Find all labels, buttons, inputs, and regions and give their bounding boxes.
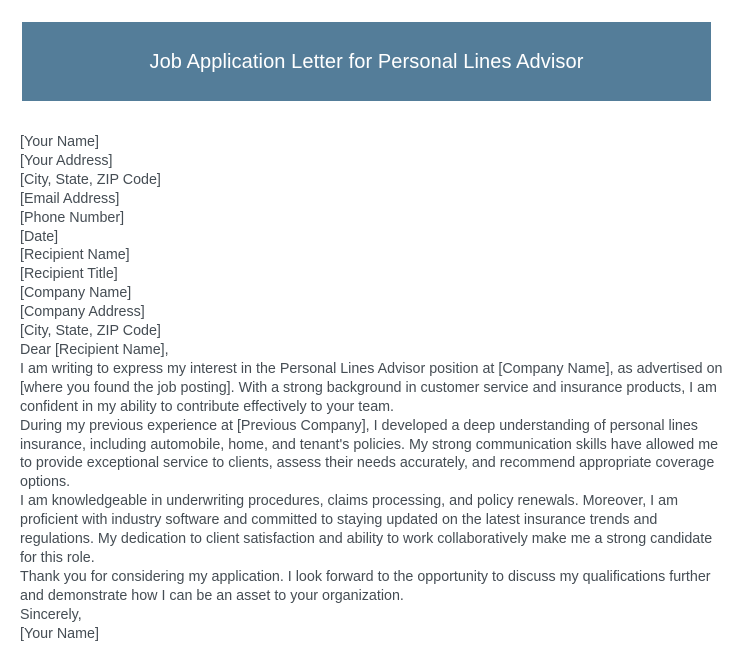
address-line: [Your Address] [20,152,113,169]
body-paragraph: I am knowledgeable in underwriting procedures, claims processing, and policy renewals. Moreover, I am proficient with industry software and committed to staying updated on the latest insurance trends and regulations. My dedication to client satisfaction and ability to work collaboratively make me a strong candidate for this role. [20,493,713,566]
body-paragraph: During my previous experience at [Previous Company], I developed a deep understanding of personal lines insurance, including automobile, home, and tenant's policies. My strong communication skills have allowed me to provide exceptional service to clients, assess their needs accurately, and recommend appropriate coverage options. [20,417,719,491]
letter-body [20,133,723,643]
sender-recipient-address-block [20,133,723,341]
address-line: [City, State, ZIP Code] [20,323,161,340]
signature-line: [Your Name] [20,625,99,642]
body-paragraph: I am writing to express my interest in the Personal Lines Advisor position at [Company Name], as advertised on [where you found the job posting]. With a strong background in customer service and insurance products, I am confident in my ability to contribute effectively to your team. [20,360,723,415]
address-line: [Recipient Title] [20,266,118,283]
body-paragraph: Thank you for considering my application. I look forward to the opportunity to discuss my qualifications further and demonstrate how I can be an asset to your organization. [20,568,711,604]
page-title: Job Application Letter for Personal Lines Advisor [149,50,584,73]
address-line: [Date] [20,228,59,245]
address-line: [Company Name] [20,285,132,302]
address-line: [City, State, ZIP Code] [20,171,161,188]
salutation: Dear [Recipient Name], [20,341,169,358]
letter-header-banner [22,22,711,101]
address-line: [Your Name] [20,134,99,150]
address-line: [Email Address] [20,190,120,207]
closing: Sincerely, [20,606,82,623]
address-line: [Recipient Name] [20,247,130,264]
address-line: [Phone Number] [20,209,125,226]
address-line: [Company Address] [20,304,145,321]
